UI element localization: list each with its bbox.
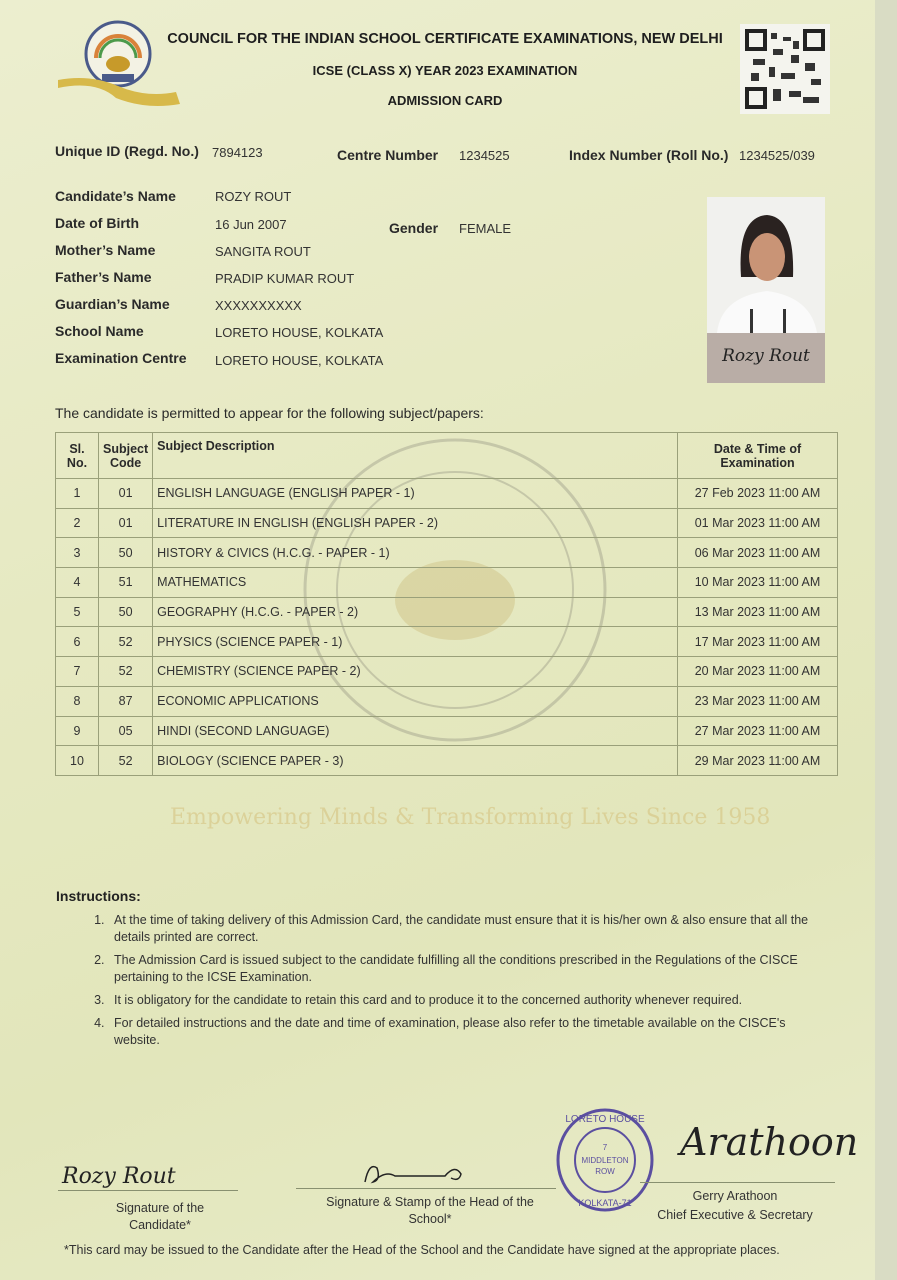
- cell-desc: GEOGRAPHY (H.C.G. - PAPER - 2): [153, 597, 678, 627]
- svg-text:LORETO HOUSE: LORETO HOUSE: [565, 1114, 645, 1125]
- cell-code: 52: [99, 657, 153, 687]
- head-signature-label: Signature & Stamp of the Head of the School*: [326, 1195, 534, 1226]
- table-row: [56, 508, 838, 538]
- candidate-name-label: Candidate’s Name: [55, 188, 176, 204]
- exam-centre-value: LORETO HOUSE, KOLKATA: [215, 353, 384, 368]
- secretary-title: Chief Executive & Secretary: [657, 1208, 813, 1222]
- school-name-label: School Name: [55, 323, 144, 339]
- table-row: [56, 479, 838, 509]
- cell-date: 13 Mar 2023 11:00 AM: [678, 597, 838, 627]
- watermark-motto: Empowering Minds & Transforming Lives Since 1958: [170, 805, 771, 830]
- cell-date: 10 Mar 2023 11:00 AM: [678, 568, 838, 598]
- instruction-item: 4. For detailed instructions and the date and time of examination, please also refer to the timetable available on the CISCE's website.: [108, 1015, 816, 1049]
- index-number-value: 1234525/039: [739, 148, 815, 163]
- table-row: [56, 597, 838, 627]
- gender-label: Gender: [389, 220, 439, 236]
- table-row: [56, 568, 838, 598]
- cell-sl: 4: [56, 568, 99, 598]
- cell-desc: HINDI (SECOND LANGUAGE): [153, 716, 678, 746]
- table-row: [56, 627, 838, 657]
- father-name-label: Father’s Name: [55, 269, 152, 285]
- divider: [58, 1190, 238, 1191]
- cell-date: 20 Mar 2023 11:00 AM: [678, 657, 838, 687]
- col-desc: Subject Description: [153, 433, 678, 479]
- cell-sl: 9: [56, 716, 99, 746]
- cell-date: 29 Mar 2023 11:00 AM: [678, 746, 838, 776]
- candidate-photo: [707, 197, 825, 383]
- table-row: [56, 657, 838, 687]
- paper-edge: [875, 0, 897, 1280]
- cell-desc: MATHEMATICS: [153, 568, 678, 598]
- mother-name-value: SANGITA ROUT: [215, 244, 311, 259]
- cell-desc: ECONOMIC APPLICATIONS: [153, 686, 678, 716]
- cell-date: 23 Mar 2023 11:00 AM: [678, 686, 838, 716]
- unique-id-value: 7894123: [212, 145, 263, 160]
- cell-sl: 7: [56, 657, 99, 687]
- dob-value: 16 Jun 2007: [215, 217, 287, 232]
- svg-text:ROW: ROW: [595, 1167, 615, 1176]
- cell-desc: PHYSICS (SCIENCE PAPER - 1): [153, 627, 678, 657]
- candidate-name-value: ROZY ROUT: [215, 189, 292, 204]
- instruction-item: 3. It is obligatory for the candidate to retain this card and to produce it to the concerned authority whenever required.: [108, 992, 816, 1009]
- centre-number-value: 1234525: [459, 148, 510, 163]
- gender-value: FEMALE: [459, 221, 512, 236]
- cell-code: 52: [99, 627, 153, 657]
- unique-id-label: Unique ID (Regd. No.): [55, 143, 199, 159]
- index-number-label: Index Number (Roll No.): [569, 147, 729, 163]
- instructions-title: Instructions:: [56, 888, 141, 904]
- cell-sl: 8: [56, 686, 99, 716]
- card-title: ADMISSION CARD: [387, 93, 503, 108]
- divider: [296, 1188, 556, 1189]
- qr-code: [740, 24, 830, 114]
- school-stamp: [555, 1108, 655, 1212]
- secretary-signature: Arathoon: [680, 1120, 859, 1164]
- cell-date: 01 Mar 2023 11:00 AM: [678, 508, 838, 538]
- table-header-row: [56, 433, 838, 479]
- divider: [640, 1182, 835, 1183]
- council-title: COUNCIL FOR THE INDIAN SCHOOL CERTIFICATE EXAMINATIONS, NEW DELHI: [167, 31, 723, 47]
- cell-date: 06 Mar 2023 11:00 AM: [678, 538, 838, 568]
- school-name-value: LORETO HOUSE, KOLKATA: [215, 325, 384, 340]
- cell-code: 50: [99, 597, 153, 627]
- guardian-name-value: XXXXXXXXXX: [215, 298, 302, 313]
- cell-code: 87: [99, 686, 153, 716]
- subjects-table: [55, 432, 838, 776]
- cell-code: 50: [99, 538, 153, 568]
- cell-sl: 2: [56, 508, 99, 538]
- permitted-text: The candidate is permitted to appear for the following subject/papers:: [55, 405, 484, 421]
- cell-code: 01: [99, 508, 153, 538]
- candidate-signature-label: Signature of the Candidate*: [115, 1201, 205, 1232]
- dob-label: Date of Birth: [55, 215, 139, 231]
- cell-desc: BIOLOGY (SCIENCE PAPER - 3): [153, 746, 678, 776]
- cell-desc: CHEMISTRY (SCIENCE PAPER - 2): [153, 657, 678, 687]
- father-name-value: PRADIP KUMAR ROUT: [215, 271, 355, 286]
- cell-desc: ENGLISH LANGUAGE (ENGLISH PAPER - 1): [153, 479, 678, 509]
- secretary-name: Gerry Arathoon: [692, 1189, 778, 1203]
- centre-number-label: Centre Number: [337, 147, 439, 163]
- candidate-signature: Rozy Rout: [62, 1164, 176, 1189]
- cell-sl: 1: [56, 479, 99, 509]
- col-code: Subject Code: [99, 433, 153, 479]
- cell-date: 27 Mar 2023 11:00 AM: [678, 716, 838, 746]
- col-date: Date & Time of Examination: [678, 433, 838, 479]
- guardian-name-label: Guardian’s Name: [55, 296, 170, 312]
- photo-signature: Rozy Rout: [707, 333, 825, 383]
- cell-code: 01: [99, 479, 153, 509]
- table-row: [56, 746, 838, 776]
- table-row: [56, 716, 838, 746]
- exam-centre-label: Examination Centre: [55, 350, 187, 366]
- cell-date: 27 Feb 2023 11:00 AM: [678, 479, 838, 509]
- exam-title: ICSE (CLASS X) YEAR 2023 EXAMINATION: [312, 63, 578, 78]
- footnote: *This card may be issued to the Candidate after the Head of the School and the Candidate have signed at the appropriate places.: [64, 1243, 780, 1257]
- instruction-item: 1. At the time of taking delivery of this Admission Card, the candidate must ensure that it is his/her own & also ensure that all the details printed are correct.: [108, 912, 816, 946]
- cell-date: 17 Mar 2023 11:00 AM: [678, 627, 838, 657]
- cell-code: 52: [99, 746, 153, 776]
- mother-name-label: Mother’s Name: [55, 242, 156, 258]
- cell-sl: 3: [56, 538, 99, 568]
- instruction-item: 2. The Admission Card is issued subject to the candidate fulfilling all the conditions prescribed in the Regulations of the CISCE pertaining to the ICSE Examination.: [108, 952, 816, 986]
- svg-text:KOLKATA-71: KOLKATA-71: [578, 1198, 632, 1208]
- cell-sl: 6: [56, 627, 99, 657]
- cell-desc: HISTORY & CIVICS (H.C.G. - PAPER - 1): [153, 538, 678, 568]
- cell-desc: LITERATURE IN ENGLISH (ENGLISH PAPER - 2): [153, 508, 678, 538]
- table-row: [56, 538, 838, 568]
- instructions: [56, 888, 816, 1055]
- cell-code: 05: [99, 716, 153, 746]
- col-sl: Sl. No.: [56, 433, 99, 479]
- cell-sl: 5: [56, 597, 99, 627]
- table-row: [56, 686, 838, 716]
- cell-code: 51: [99, 568, 153, 598]
- cell-sl: 10: [56, 746, 99, 776]
- svg-text:MIDDLETON: MIDDLETON: [581, 1156, 629, 1165]
- head-signature: [355, 1160, 475, 1186]
- svg-text:7: 7: [602, 1143, 608, 1152]
